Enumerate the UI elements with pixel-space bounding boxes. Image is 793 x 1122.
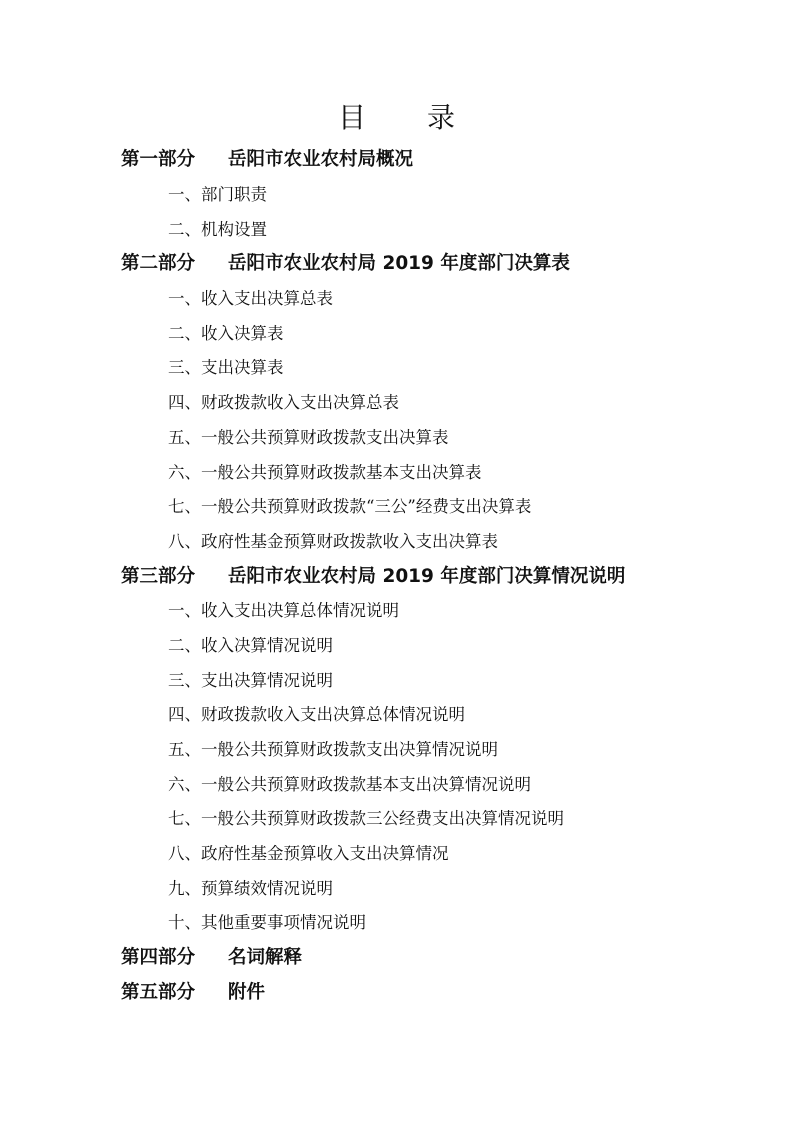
part-number: 第五部分 — [121, 981, 196, 1003]
toc-item[interactable]: 三、支出决算情况说明 — [168, 670, 333, 690]
toc-part-5[interactable] — [121, 974, 741, 1009]
toc-part-2[interactable] — [121, 245, 741, 280]
toc-item[interactable]: 二、收入决算情况说明 — [168, 635, 333, 655]
toc-item[interactable]: 四、财政拨款收入支出决算总体情况说明 — [168, 705, 465, 725]
toc-item[interactable]: 八、政府性基金预算财政拨款收入支出决算表 — [168, 531, 498, 551]
table-of-contents — [121, 141, 741, 1008]
toc-item[interactable]: 九、预算绩效情况说明 — [168, 878, 333, 898]
toc-item[interactable]: 七、一般公共预算财政拨款三公经费支出决算情况说明 — [168, 809, 564, 829]
part-title: 岳阳市农业农村局 2019 年度部门决算情况说明 — [228, 565, 626, 587]
part-title: 岳阳市农业农村局概况 — [228, 149, 414, 171]
toc-item[interactable]: 八、政府性基金预算收入支出决算情况 — [168, 844, 449, 864]
toc-item[interactable]: 一、部门职责 — [168, 185, 267, 205]
toc-item[interactable]: 六、一般公共预算财政拨款基本支出决算表 — [168, 462, 482, 482]
toc-item[interactable]: 七、一般公共预算财政拨款“三公”经费支出决算表 — [168, 497, 532, 517]
part-title: 岳阳市农业农村局 2019 年度部门决算表 — [228, 253, 570, 275]
toc-part-1[interactable] — [121, 141, 741, 176]
toc-part-3[interactable] — [121, 557, 741, 592]
part-title: 名词解释 — [228, 947, 303, 969]
toc-item[interactable]: 一、收入支出决算总体情况说明 — [168, 601, 399, 621]
part-number: 第四部分 — [121, 947, 196, 969]
toc-part-4[interactable] — [121, 939, 741, 974]
toc-item[interactable]: 十、其他重要事项情况说明 — [168, 913, 366, 933]
toc-item[interactable]: 一、收入支出决算总表 — [168, 289, 333, 309]
toc-item[interactable]: 三、支出决算表 — [168, 358, 284, 378]
part-title: 附件 — [228, 981, 266, 1003]
toc-item[interactable]: 六、一般公共预算财政拨款基本支出决算情况说明 — [168, 774, 531, 794]
toc-item[interactable]: 四、财政拨款收入支出决算总表 — [168, 393, 399, 413]
part-number: 第一部分 — [121, 149, 196, 171]
toc-item[interactable]: 五、一般公共预算财政拨款支出决算情况说明 — [168, 740, 498, 760]
toc-item[interactable]: 二、收入决算表 — [168, 323, 284, 343]
part-number: 第三部分 — [121, 565, 196, 587]
part-number: 第二部分 — [121, 253, 196, 275]
page-title: 目 录 — [338, 101, 481, 134]
toc-item[interactable]: 二、机构设置 — [168, 219, 267, 239]
toc-item[interactable]: 五、一般公共预算财政拨款支出决算表 — [168, 427, 449, 447]
